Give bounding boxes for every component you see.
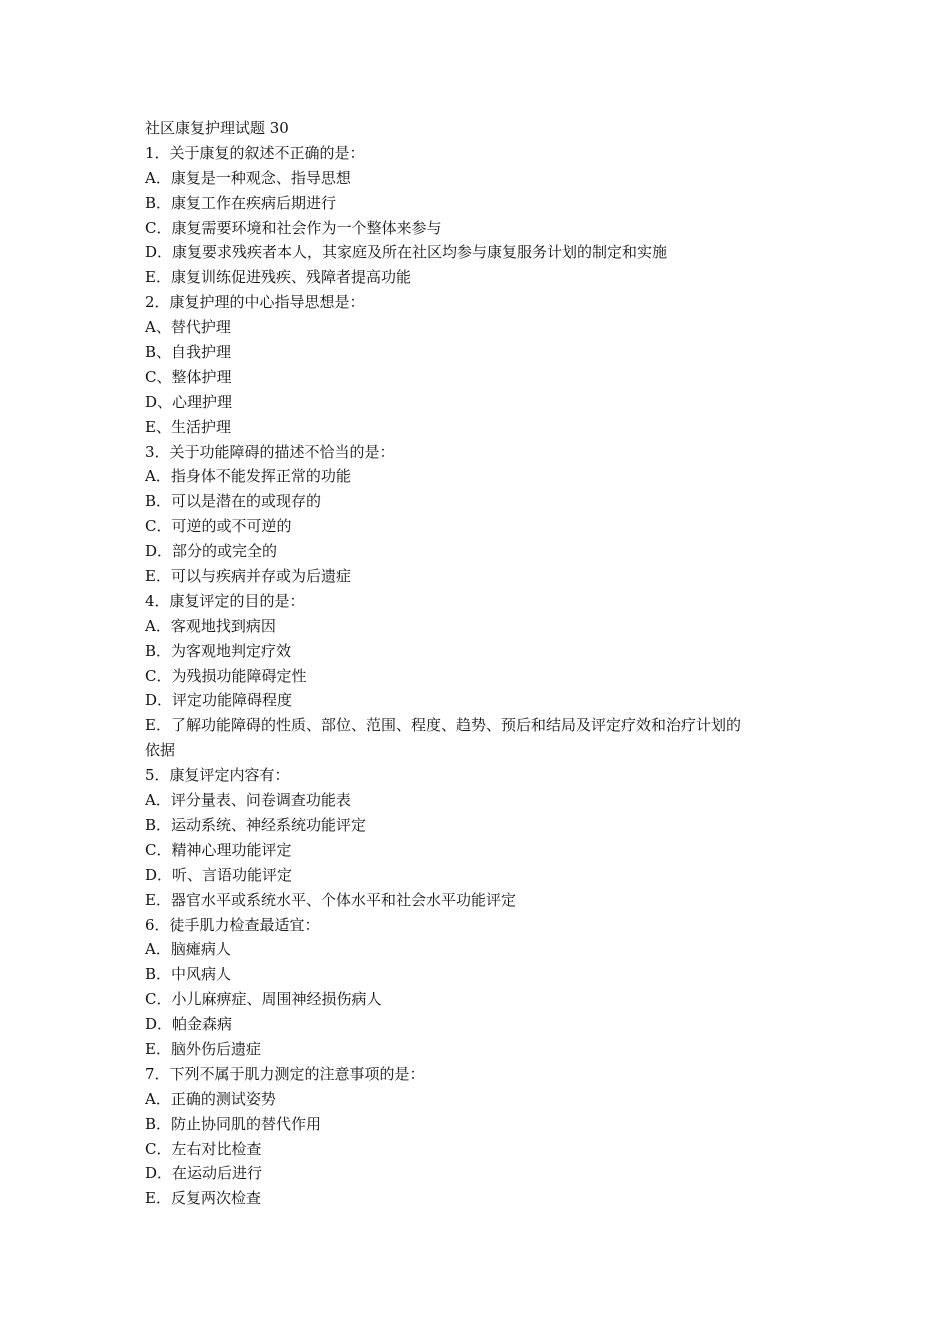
option-line: B．康复工作在疾病后期进行 xyxy=(145,193,337,212)
question-1: 1．关于康复的叙述不正确的是： xyxy=(145,143,365,162)
option-line: B．为客观地判定疗效 xyxy=(145,641,292,660)
option-line: D．听、言语功能评定 xyxy=(145,865,293,884)
option-line: C、整体护理 xyxy=(145,367,232,386)
option-line: B．中风病人 xyxy=(145,965,232,984)
option-line: D．部分的或完全的 xyxy=(145,542,278,561)
question-5: 5．康复评定内容有： xyxy=(145,766,290,785)
option-line: C．小儿麻痹症、周围神经损伤病人 xyxy=(145,990,382,1009)
option-line: B．可以是潜在的或现存的 xyxy=(145,492,322,511)
option-line: E．脑外伤后遗症 xyxy=(145,1039,261,1058)
document-page xyxy=(145,116,815,1211)
option-line-continuation: 依据 xyxy=(145,741,176,760)
option-line: B．防止协同肌的替代作用 xyxy=(145,1114,322,1133)
option-line: E．反复两次检查 xyxy=(145,1189,261,1208)
question-3: 3．关于功能障碍的描述不恰当的是： xyxy=(145,442,395,461)
option-line: A．指身体不能发挥正常的功能 xyxy=(145,467,351,486)
option-line: E．了解功能障碍的性质、部位、范围、程度、趋势、预后和结局及评定疗效和治疗计划的 xyxy=(145,716,741,735)
question-7: 7．下列不属于肌力测定的注意事项的是： xyxy=(145,1064,425,1083)
question-4: 4．康复评定的目的是： xyxy=(145,591,305,610)
document-title: 社区康复护理试题 30 xyxy=(145,119,289,137)
option-line: D．评定功能障碍程度 xyxy=(145,691,293,710)
option-line: C．为残损功能障碍定性 xyxy=(145,666,307,685)
option-line: A．客观地找到病因 xyxy=(145,616,276,635)
option-line: E．器官水平或系统水平、个体水平和社会水平功能评定 xyxy=(145,890,516,909)
option-line: B、自我护理 xyxy=(145,343,232,362)
option-line: E．康复训练促进残疾、残障者提高功能 xyxy=(145,268,411,287)
option-line: A．评分量表、问卷调查功能表 xyxy=(145,791,351,810)
option-line: E．可以与疾病并存或为后遗症 xyxy=(145,567,351,586)
option-line: D．帕金森病 xyxy=(145,1015,233,1034)
option-line: D．康复要求残疾者本人，其家庭及所在社区均参与康复服务计划的制定和实施 xyxy=(145,243,668,262)
option-line: A．康复是一种观念、指导思想 xyxy=(145,168,351,187)
option-line: C．左右对比检查 xyxy=(145,1139,262,1158)
question-6: 6．徒手肌力检查最适宜： xyxy=(145,915,320,934)
option-line: D、心理护理 xyxy=(145,392,233,411)
option-line: C．精神心理功能评定 xyxy=(145,840,292,859)
option-line: A．正确的测试姿势 xyxy=(145,1089,276,1108)
option-line: C．可逆的或不可逆的 xyxy=(145,517,292,536)
option-line: C．康复需要环境和社会作为一个整体来参与 xyxy=(145,218,442,237)
option-line: B．运动系统、神经系统功能评定 xyxy=(145,815,367,834)
option-line: A、替代护理 xyxy=(145,318,231,337)
option-line: E、生活护理 xyxy=(145,417,231,436)
option-line: D．在运动后进行 xyxy=(145,1164,263,1183)
question-2: 2．康复护理的中心指导思想是： xyxy=(145,293,365,312)
option-line: A．脑瘫病人 xyxy=(145,940,231,959)
